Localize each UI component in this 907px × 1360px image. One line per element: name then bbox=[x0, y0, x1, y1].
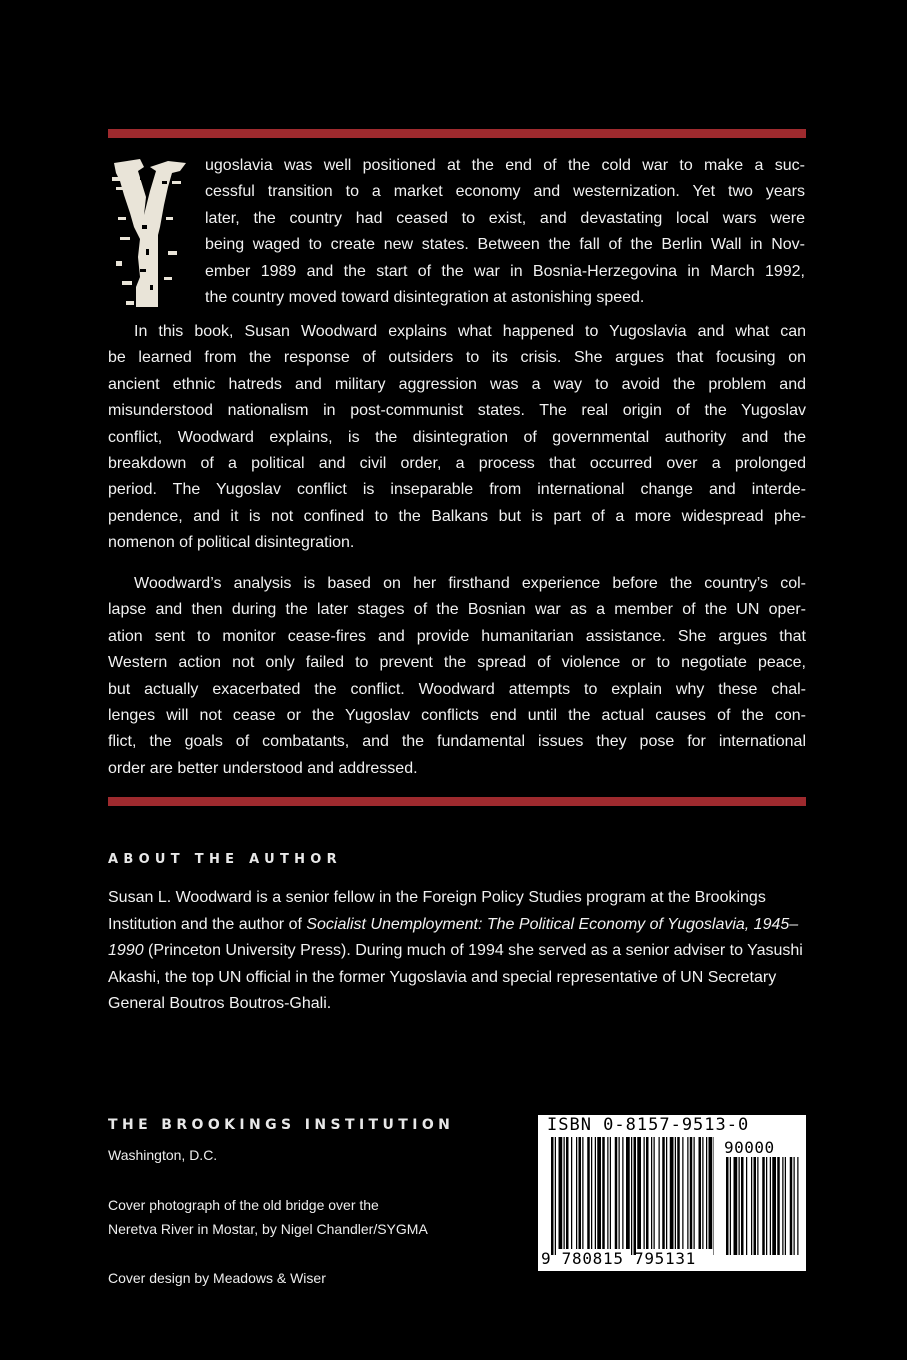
text-line: flict, the goals of combatants, and the fundamental issues they pose for international bbox=[108, 733, 806, 751]
bottom-divider-rule bbox=[108, 797, 806, 806]
top-divider-rule bbox=[108, 129, 806, 138]
barcode-bar bbox=[566, 1137, 569, 1249]
about-author-text-part: Susan L. Woodward is a senior fellow in the Foreign Policy Studies program at the Brookings Institution and the author of bbox=[108, 889, 766, 933]
barcode-bar bbox=[602, 1137, 605, 1249]
text-line: ember 1989 and the start of the war in Bosnia-Herzegovina in March 1992, bbox=[205, 262, 805, 280]
barcode-bar bbox=[622, 1137, 623, 1249]
barcode-bar bbox=[706, 1137, 707, 1249]
text-line: misunderstood nationalism in post-communist states. The real origin of the Yugoslav bbox=[108, 402, 806, 420]
text-line: ation sent to monitor cease-fires and provide humanitarian assistance. She argues that bbox=[108, 627, 806, 645]
text-line: period. The Yugoslav conflict is inseparable from international change and interde- bbox=[108, 481, 806, 499]
barcode-bar bbox=[770, 1157, 771, 1255]
text-line: the country moved toward disintegration at astonishing speed. bbox=[205, 289, 645, 307]
barcode-bar bbox=[754, 1157, 757, 1255]
barcode-addon-digits: 90000 bbox=[724, 1138, 775, 1157]
barcode-bar bbox=[551, 1137, 554, 1255]
barcode-bar bbox=[637, 1137, 641, 1249]
about-author-text-part: (Princeton University Press). During much of 1994 she served as a senior adviser to Yasushi Akashi, the top UN official in the former Yugoslavia and special representative of UN Secretary General Boutros Boutros-Ghali. bbox=[108, 942, 803, 1013]
barcode-bar bbox=[766, 1157, 767, 1255]
barcode-bar bbox=[726, 1157, 729, 1255]
text-line: cessful transition to a market economy and westernization. Yet two years bbox=[205, 183, 805, 201]
barcode-bar bbox=[794, 1157, 795, 1255]
text-line: being waged to create new states. Between the fall of the Berlin Wall in Nov- bbox=[205, 236, 805, 254]
barcode-bar bbox=[607, 1137, 608, 1249]
description-paragraph-2 bbox=[108, 319, 806, 557]
text-line: order are better understood and addressed. bbox=[108, 759, 418, 777]
barcode-bar bbox=[644, 1137, 645, 1249]
barcode-bar bbox=[739, 1157, 740, 1255]
publisher-city: Washington, D.C. bbox=[108, 1147, 218, 1163]
barcode-bar bbox=[654, 1137, 655, 1249]
text-line: but actually exacerbated the conflict. Woodward attempts to explain why these chal- bbox=[108, 680, 806, 698]
barcode-bar bbox=[751, 1157, 752, 1255]
text-line: be learned from the response of outsiders to its crisis. She argues that focusing on bbox=[108, 349, 806, 367]
barcode-bar bbox=[651, 1137, 652, 1249]
barcode-bar bbox=[785, 1157, 786, 1255]
barcode-bar bbox=[790, 1157, 793, 1255]
design-credit: Cover design by Meadows & Wiser bbox=[108, 1270, 326, 1286]
barcode-bar bbox=[631, 1137, 632, 1255]
barcode-bar bbox=[687, 1137, 688, 1249]
book-title: Socialist Unemployment: The Political Economy of Yugoslavia, 1945–1990 bbox=[108, 915, 799, 960]
barcode-bar bbox=[559, 1137, 563, 1249]
publisher-name: THE BROOKINGS INSTITUTION bbox=[108, 1117, 455, 1133]
barcode-bar bbox=[677, 1137, 680, 1249]
about-author-text bbox=[108, 885, 806, 1018]
barcode-ean-digits: 9 780815 795131 bbox=[541, 1249, 696, 1268]
description-paragraph-3 bbox=[108, 571, 806, 782]
barcode-bar bbox=[666, 1137, 667, 1249]
barcode-bar bbox=[582, 1137, 583, 1249]
barcode-bar bbox=[699, 1137, 702, 1249]
barcode-bar bbox=[597, 1137, 601, 1249]
barcode-bar bbox=[564, 1137, 565, 1249]
barcode-bar bbox=[702, 1137, 703, 1249]
text-line: conflict, Woodward explains, is the disintegration of governmental authority and the bbox=[108, 428, 806, 446]
barcode-bar bbox=[746, 1157, 747, 1255]
barcode-bar bbox=[675, 1137, 676, 1249]
barcode-bar bbox=[659, 1137, 660, 1249]
isbn-barcode bbox=[538, 1115, 806, 1271]
text-line: Woodward’s analysis is based on her firsthand experience before the country’s col- bbox=[134, 575, 806, 592]
text-line: pendence, and it is not confined to the Balkans but is part of a more widespread phe- bbox=[108, 507, 806, 525]
barcode-bar bbox=[762, 1157, 765, 1255]
photo-credit-line: Neretva River in Mostar, by Nigel Chandler/SYGMA bbox=[108, 1221, 428, 1237]
barcode-bar bbox=[730, 1157, 731, 1255]
text-line: In this book, Susan Woodward explains what happened to Yugoslavia and what can bbox=[134, 323, 806, 340]
barcode-bar bbox=[615, 1137, 618, 1249]
text-line: later, the country had ceased to exist, and devastating local wars were bbox=[205, 209, 805, 227]
barcode-bar bbox=[741, 1157, 744, 1255]
barcode-bar bbox=[619, 1137, 620, 1249]
barcode-bar bbox=[682, 1137, 683, 1249]
barcode-bar bbox=[634, 1137, 637, 1255]
photo-credit-line: Cover photograph of the old bridge over the bbox=[108, 1197, 379, 1213]
barcode-bar bbox=[714, 1137, 715, 1255]
barcode-bar bbox=[772, 1157, 776, 1255]
barcode-bar bbox=[662, 1137, 665, 1249]
barcode-bar bbox=[734, 1157, 738, 1255]
barcode-bar bbox=[694, 1137, 695, 1249]
barcode-bar bbox=[777, 1157, 780, 1255]
barcode-bar bbox=[587, 1137, 590, 1249]
text-line: nomenon of political disintegration. bbox=[108, 534, 355, 552]
photo-credit bbox=[108, 1193, 428, 1241]
barcode-bar bbox=[782, 1157, 783, 1255]
barcode-bar bbox=[709, 1137, 713, 1249]
text-line: breakdown of a political and civil order, a process that occurred over a prolonged bbox=[108, 455, 806, 473]
text-line: ancient ethnic hatreds and military aggression was a way to avoid the problem and bbox=[108, 375, 806, 393]
barcode-bar bbox=[690, 1137, 693, 1249]
about-author-heading: ABOUT THE AUTHOR bbox=[108, 852, 342, 867]
barcode-bars bbox=[538, 1115, 806, 1271]
text-line: lenges will not cease or the Yugoslav conflicts end until the actual causes of the con- bbox=[108, 707, 806, 725]
barcode-bar bbox=[579, 1137, 582, 1249]
barcode-bar bbox=[555, 1137, 556, 1255]
barcode-bar bbox=[670, 1137, 674, 1249]
text-line: lapse and then during the later stages of the Bosnian war as a member of the UN oper- bbox=[108, 601, 806, 619]
barcode-bar bbox=[757, 1157, 758, 1255]
barcode-bar bbox=[595, 1137, 596, 1249]
dropcap-y-graphic bbox=[110, 157, 192, 309]
barcode-bar bbox=[576, 1137, 577, 1249]
barcode-bar bbox=[646, 1137, 649, 1249]
description-paragraph-1 bbox=[205, 153, 805, 311]
barcode-bar bbox=[797, 1157, 798, 1255]
barcode-bar bbox=[571, 1137, 572, 1249]
text-line: Western action not only failed to prevent the spread of violence or to negotiate peace, bbox=[108, 654, 806, 672]
text-line: ugoslavia was well positioned at the end of the cold war to make a suc- bbox=[205, 157, 805, 174]
barcode-bar bbox=[591, 1137, 592, 1249]
isbn-label: ISBN 0-8157-9513-0 bbox=[547, 1115, 750, 1135]
barcode-bar bbox=[610, 1137, 611, 1249]
barcode-bar bbox=[626, 1137, 630, 1249]
